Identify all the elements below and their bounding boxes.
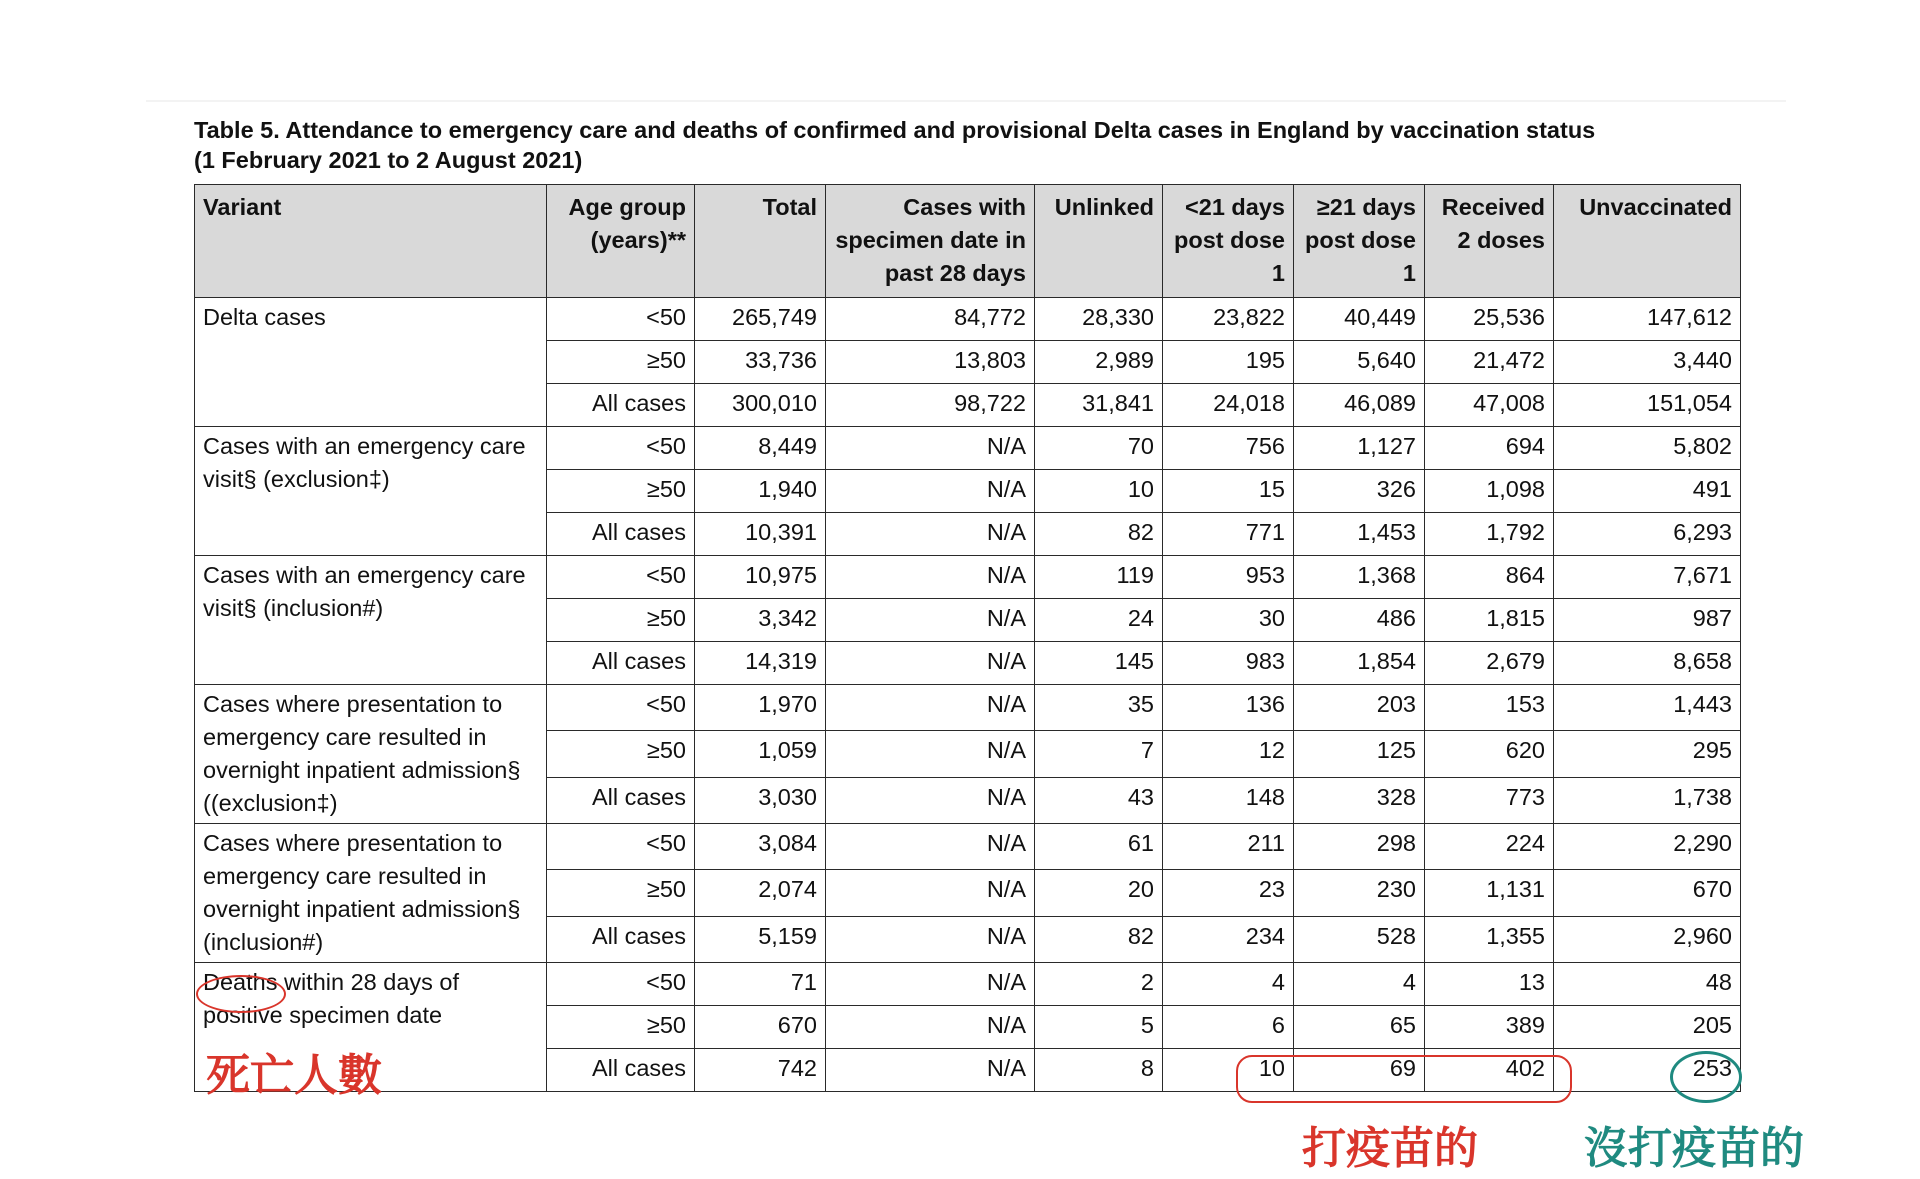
dose2-cell: 1,815 [1425, 599, 1554, 642]
cases-28-cell: N/A [826, 427, 1035, 470]
total-cell: 300,010 [695, 384, 826, 427]
age-cell: ≥50 [547, 870, 695, 916]
cases-28-cell: N/A [826, 963, 1035, 1006]
lt21-cell: 211 [1163, 824, 1294, 870]
cases-28-cell: 84,772 [826, 298, 1035, 341]
age-cell: <50 [547, 298, 695, 341]
lt21-cell: 983 [1163, 642, 1294, 685]
unlinked-cell: 31,841 [1035, 384, 1163, 427]
age-cell: All cases [547, 384, 695, 427]
lt21-cell: 4 [1163, 963, 1294, 1006]
dose2-cell: 694 [1425, 427, 1554, 470]
header-row [195, 185, 1741, 298]
total-cell: 2,074 [695, 870, 826, 916]
header-unvaccinated: Unvaccinated [1554, 185, 1741, 298]
table-title [194, 115, 1754, 175]
header-unlinked: Unlinked [1035, 185, 1163, 298]
unvaccinated-cell: 253 [1554, 1049, 1741, 1092]
dose2-cell: 620 [1425, 731, 1554, 777]
cases-28-cell: N/A [826, 870, 1035, 916]
ge21-cell: 326 [1294, 470, 1425, 513]
delta-cases-table [194, 184, 1741, 1092]
unlinked-cell: 8 [1035, 1049, 1163, 1092]
unlinked-cell: 7 [1035, 731, 1163, 777]
table-row [195, 963, 1741, 1006]
age-cell: ≥50 [547, 599, 695, 642]
ge21-cell: 203 [1294, 685, 1425, 731]
table-row [195, 427, 1741, 470]
dose2-cell: 402 [1425, 1049, 1554, 1092]
dose2-cell: 47,008 [1425, 384, 1554, 427]
ge21-cell: 65 [1294, 1006, 1425, 1049]
unvaccinated-cell: 8,658 [1554, 642, 1741, 685]
unlinked-cell: 24 [1035, 599, 1163, 642]
unlinked-cell: 61 [1035, 824, 1163, 870]
vaccinated-annotation: 打疫苗的 [1302, 1123, 1478, 1174]
deaths-annotation: 死亡人數 [206, 1050, 382, 1101]
lt21-cell: 756 [1163, 427, 1294, 470]
ge21-cell: 46,089 [1294, 384, 1425, 427]
table-body [195, 298, 1741, 1092]
unvaccinated-cell: 147,612 [1554, 298, 1741, 341]
ge21-cell: 1,453 [1294, 513, 1425, 556]
unvaccinated-cell: 491 [1554, 470, 1741, 513]
unvaccinated-cell: 2,960 [1554, 916, 1741, 962]
age-cell: All cases [547, 916, 695, 962]
age-cell: ≥50 [547, 341, 695, 384]
header-lt21-days: <21 days post dose 1 [1163, 185, 1294, 298]
unvaccinated-cell: 205 [1554, 1006, 1741, 1049]
ge21-cell: 40,449 [1294, 298, 1425, 341]
unvaccinated-highlight-circle [1670, 1051, 1742, 1103]
cases-28-cell: N/A [826, 777, 1035, 823]
table-row [195, 298, 1741, 341]
lt21-cell: 30 [1163, 599, 1294, 642]
cases-28-cell: N/A [826, 1049, 1035, 1092]
cases-28-cell: N/A [826, 513, 1035, 556]
cases-28-cell: N/A [826, 556, 1035, 599]
group-label-cell: Delta cases [195, 298, 547, 427]
unvaccinated-annotation: 沒打疫苗的 [1584, 1123, 1804, 1174]
cases-28-cell: N/A [826, 824, 1035, 870]
dose2-cell: 1,131 [1425, 870, 1554, 916]
dose2-cell: 773 [1425, 777, 1554, 823]
table-row [195, 824, 1741, 870]
total-cell: 71 [695, 963, 826, 1006]
lt21-cell: 23 [1163, 870, 1294, 916]
total-cell: 14,319 [695, 642, 826, 685]
dose2-cell: 224 [1425, 824, 1554, 870]
unvaccinated-cell: 987 [1554, 599, 1741, 642]
cases-28-cell: N/A [826, 599, 1035, 642]
unlinked-cell: 70 [1035, 427, 1163, 470]
cases-28-cell: N/A [826, 1006, 1035, 1049]
group-label-cell: Deaths within 28 days of positive specimen date [195, 963, 547, 1092]
unlinked-cell: 5 [1035, 1006, 1163, 1049]
unlinked-cell: 82 [1035, 513, 1163, 556]
unlinked-cell: 43 [1035, 777, 1163, 823]
total-cell: 3,342 [695, 599, 826, 642]
unvaccinated-cell: 151,054 [1554, 384, 1741, 427]
age-cell: All cases [547, 642, 695, 685]
unvaccinated-cell: 7,671 [1554, 556, 1741, 599]
lt21-cell: 10 [1163, 1049, 1294, 1092]
total-cell: 10,975 [695, 556, 826, 599]
lt21-cell: 6 [1163, 1006, 1294, 1049]
table-row [195, 685, 1741, 731]
unvaccinated-cell: 6,293 [1554, 513, 1741, 556]
dose2-cell: 1,098 [1425, 470, 1554, 513]
total-cell: 742 [695, 1049, 826, 1092]
unlinked-cell: 35 [1035, 685, 1163, 731]
age-cell: <50 [547, 963, 695, 1006]
total-cell: 8,449 [695, 427, 826, 470]
age-cell: ≥50 [547, 731, 695, 777]
cases-28-cell: N/A [826, 731, 1035, 777]
total-cell: 10,391 [695, 513, 826, 556]
lt21-cell: 148 [1163, 777, 1294, 823]
unvaccinated-cell: 295 [1554, 731, 1741, 777]
unlinked-cell: 28,330 [1035, 298, 1163, 341]
ge21-cell: 69 [1294, 1049, 1425, 1092]
group-label-cell: Cases with an emergency care visit§ (exclusion‡) [195, 427, 547, 556]
age-cell: ≥50 [547, 1006, 695, 1049]
unvaccinated-cell: 48 [1554, 963, 1741, 1006]
age-cell: <50 [547, 556, 695, 599]
cases-28-cell: 13,803 [826, 341, 1035, 384]
cases-28-cell: N/A [826, 916, 1035, 962]
unvaccinated-cell: 5,802 [1554, 427, 1741, 470]
unlinked-cell: 82 [1035, 916, 1163, 962]
dose2-cell: 21,472 [1425, 341, 1554, 384]
header-variant: Variant [195, 185, 547, 298]
total-cell: 33,736 [695, 341, 826, 384]
age-cell: <50 [547, 824, 695, 870]
age-cell: ≥50 [547, 470, 695, 513]
unlinked-cell: 20 [1035, 870, 1163, 916]
header-total: Total [695, 185, 826, 298]
lt21-cell: 136 [1163, 685, 1294, 731]
ge21-cell: 4 [1294, 963, 1425, 1006]
ge21-cell: 1,368 [1294, 556, 1425, 599]
lt21-cell: 195 [1163, 341, 1294, 384]
dose2-cell: 864 [1425, 556, 1554, 599]
total-cell: 1,940 [695, 470, 826, 513]
header-received-2-doses: Received 2 doses [1425, 185, 1554, 298]
unvaccinated-cell: 3,440 [1554, 341, 1741, 384]
age-cell: All cases [547, 513, 695, 556]
dose2-cell: 2,679 [1425, 642, 1554, 685]
unlinked-cell: 2 [1035, 963, 1163, 1006]
lt21-cell: 24,018 [1163, 384, 1294, 427]
group-label-cell: Cases with an emergency care visit§ (inclusion#) [195, 556, 547, 685]
unlinked-cell: 145 [1035, 642, 1163, 685]
cases-28-cell: N/A [826, 470, 1035, 513]
unvaccinated-cell: 1,738 [1554, 777, 1741, 823]
dose2-cell: 1,792 [1425, 513, 1554, 556]
top-divider [146, 100, 1786, 102]
dose2-cell: 153 [1425, 685, 1554, 731]
lt21-cell: 953 [1163, 556, 1294, 599]
total-cell: 3,030 [695, 777, 826, 823]
dose2-cell: 25,536 [1425, 298, 1554, 341]
age-cell: <50 [547, 427, 695, 470]
age-cell: All cases [547, 1049, 695, 1092]
ge21-cell: 230 [1294, 870, 1425, 916]
total-cell: 1,059 [695, 731, 826, 777]
ge21-cell: 298 [1294, 824, 1425, 870]
ge21-cell: 1,127 [1294, 427, 1425, 470]
lt21-cell: 771 [1163, 513, 1294, 556]
age-cell: <50 [547, 685, 695, 731]
unvaccinated-cell: 1,443 [1554, 685, 1741, 731]
header-age-group: Age group (years)** [547, 185, 695, 298]
deaths-highlight-circle [196, 975, 286, 1013]
dose2-cell: 389 [1425, 1006, 1554, 1049]
header-ge21-days: ≥21 days post dose 1 [1294, 185, 1425, 298]
header-cases-28-days: Cases with specimen date in past 28 days [826, 185, 1035, 298]
ge21-cell: 1,854 [1294, 642, 1425, 685]
lt21-cell: 15 [1163, 470, 1294, 513]
cases-28-cell: 98,722 [826, 384, 1035, 427]
total-cell: 5,159 [695, 916, 826, 962]
cases-28-cell: N/A [826, 642, 1035, 685]
ge21-cell: 328 [1294, 777, 1425, 823]
table-row [195, 556, 1741, 599]
total-cell: 1,970 [695, 685, 826, 731]
unlinked-cell: 119 [1035, 556, 1163, 599]
vaccinated-highlight-box [1236, 1055, 1572, 1103]
table-title-line2: (1 February 2021 to 2 August 2021) [194, 147, 583, 173]
lt21-cell: 234 [1163, 916, 1294, 962]
ge21-cell: 5,640 [1294, 341, 1425, 384]
cases-28-cell: N/A [826, 685, 1035, 731]
age-cell: All cases [547, 777, 695, 823]
ge21-cell: 528 [1294, 916, 1425, 962]
dose2-cell: 1,355 [1425, 916, 1554, 962]
group-label-cell: Cases where presentation to emergency care resulted in overnight inpatient admission§ (inclusion#) [195, 824, 547, 963]
lt21-cell: 23,822 [1163, 298, 1294, 341]
total-cell: 3,084 [695, 824, 826, 870]
total-cell: 670 [695, 1006, 826, 1049]
lt21-cell: 12 [1163, 731, 1294, 777]
total-cell: 265,749 [695, 298, 826, 341]
table-title-line1: Table 5. Attendance to emergency care and deaths of confirmed and provisional Delta cases in England by vaccination status [194, 117, 1596, 143]
ge21-cell: 125 [1294, 731, 1425, 777]
ge21-cell: 486 [1294, 599, 1425, 642]
unlinked-cell: 10 [1035, 470, 1163, 513]
unvaccinated-cell: 2,290 [1554, 824, 1741, 870]
unvaccinated-cell: 670 [1554, 870, 1741, 916]
group-label-cell: Cases where presentation to emergency care resulted in overnight inpatient admission§ ((exclusion‡) [195, 685, 547, 824]
dose2-cell: 13 [1425, 963, 1554, 1006]
unlinked-cell: 2,989 [1035, 341, 1163, 384]
